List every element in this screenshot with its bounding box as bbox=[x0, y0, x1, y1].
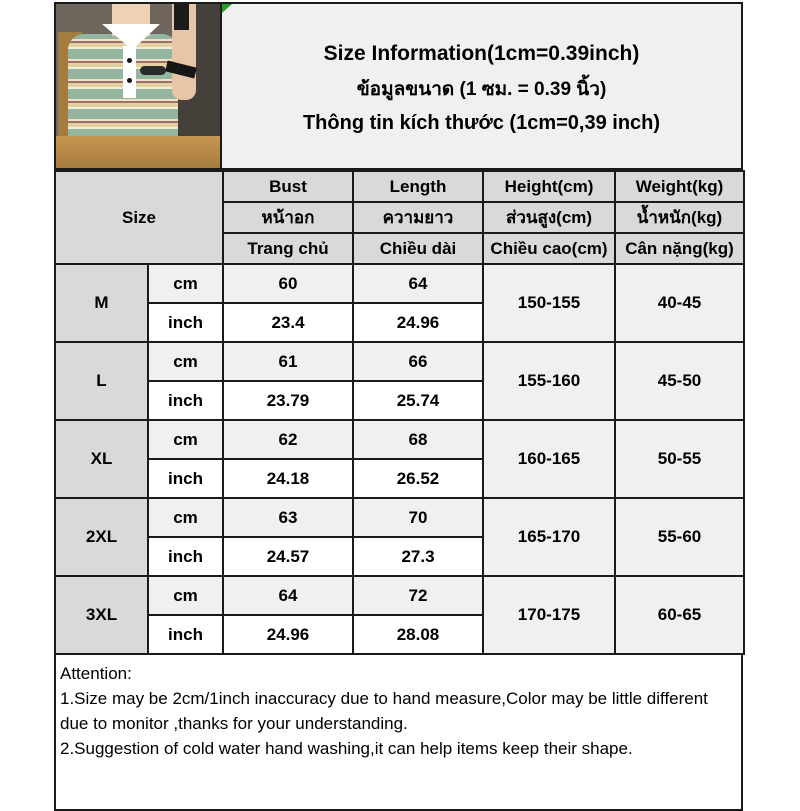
photo-chest-logo bbox=[140, 66, 166, 75]
col-header-bust-vi: Trang chủ bbox=[223, 233, 353, 264]
col-header-weight-th: น้ำหนัก(kg) bbox=[615, 202, 744, 233]
bust-inch-value: 23.4 bbox=[223, 303, 353, 342]
length-cm-value: 64 bbox=[353, 264, 483, 303]
weight-range-value: 55-60 bbox=[615, 498, 744, 576]
height-range-value: 150-155 bbox=[483, 264, 615, 342]
unit-cm-label: cm bbox=[148, 498, 223, 537]
bust-inch-value: 24.96 bbox=[223, 615, 353, 654]
header-row bbox=[54, 2, 743, 170]
bust-cm-value: 64 bbox=[223, 576, 353, 615]
col-header-height-th: ส่วนสูง(cm) bbox=[483, 202, 615, 233]
length-inch-value: 28.08 bbox=[353, 615, 483, 654]
length-inch-value: 24.96 bbox=[353, 303, 483, 342]
length-inch-value: 26.52 bbox=[353, 459, 483, 498]
photo-button bbox=[127, 78, 132, 83]
size-table bbox=[54, 170, 745, 655]
col-header-length-th: ความยาว bbox=[353, 202, 483, 233]
title-vietnamese: Thông tin kích thước (1cm=0,39 inch) bbox=[302, 111, 661, 134]
bust-inch-value: 23.79 bbox=[223, 381, 353, 420]
weight-range-value: 40-45 bbox=[615, 264, 744, 342]
attention-notes bbox=[54, 653, 743, 811]
unit-inch-label: inch bbox=[148, 459, 223, 498]
table-row bbox=[55, 420, 744, 459]
size-2xl-label: 2XL bbox=[55, 498, 148, 576]
length-cm-value: 70 bbox=[353, 498, 483, 537]
table-row bbox=[55, 342, 744, 381]
unit-inch-label: inch bbox=[148, 615, 223, 654]
unit-inch-label: inch bbox=[148, 381, 223, 420]
height-range-value: 155-160 bbox=[483, 342, 615, 420]
photo-phone bbox=[174, 4, 189, 30]
weight-range-value: 50-55 bbox=[615, 420, 744, 498]
height-range-value: 170-175 bbox=[483, 576, 615, 654]
photo-placket bbox=[123, 46, 136, 98]
size-xl-label: XL bbox=[55, 420, 148, 498]
attention-line-2: 2.Suggestion of cold water hand washing,it can help items keep their shape. bbox=[60, 739, 633, 758]
col-header-weight-vi: Cân nặng(kg) bbox=[615, 233, 744, 264]
title-thai: ข้อมูลขนาด (1 ซม. = 0.39 นิ้ว) bbox=[356, 78, 607, 100]
col-header-length-vi: Chiều dài bbox=[353, 233, 483, 264]
height-range-value: 165-170 bbox=[483, 498, 615, 576]
size-l-label: L bbox=[55, 342, 148, 420]
size-3xl-label: 3XL bbox=[55, 576, 148, 654]
weight-range-value: 45-50 bbox=[615, 342, 744, 420]
table-header-row-en bbox=[55, 171, 744, 202]
unit-cm-label: cm bbox=[148, 420, 223, 459]
product-photo bbox=[54, 2, 222, 170]
length-cm-value: 72 bbox=[353, 576, 483, 615]
bust-inch-value: 24.18 bbox=[223, 459, 353, 498]
unit-cm-label: cm bbox=[148, 576, 223, 615]
unit-cm-label: cm bbox=[148, 264, 223, 303]
table-row bbox=[55, 576, 744, 615]
table-row bbox=[55, 498, 744, 537]
photo-wooden-table bbox=[56, 136, 220, 168]
photo-button bbox=[127, 58, 132, 63]
bust-cm-value: 60 bbox=[223, 264, 353, 303]
table-row bbox=[55, 264, 744, 303]
col-header-length-en: Length bbox=[353, 171, 483, 202]
bust-cm-value: 61 bbox=[223, 342, 353, 381]
col-header-weight-en: Weight(kg) bbox=[615, 171, 744, 202]
col-header-height-en: Height(cm) bbox=[483, 171, 615, 202]
bust-cm-value: 63 bbox=[223, 498, 353, 537]
height-range-value: 160-165 bbox=[483, 420, 615, 498]
weight-range-value: 60-65 bbox=[615, 576, 744, 654]
col-header-bust-en: Bust bbox=[223, 171, 353, 202]
length-cm-value: 68 bbox=[353, 420, 483, 459]
length-inch-value: 25.74 bbox=[353, 381, 483, 420]
bust-inch-value: 24.57 bbox=[223, 537, 353, 576]
green-corner-flag-icon bbox=[222, 4, 232, 13]
unit-inch-label: inch bbox=[148, 303, 223, 342]
title-english: Size Information(1cm=0.39inch) bbox=[323, 41, 640, 65]
bust-cm-value: 62 bbox=[223, 420, 353, 459]
length-inch-value: 27.3 bbox=[353, 537, 483, 576]
unit-cm-label: cm bbox=[148, 342, 223, 381]
size-info-title-box bbox=[222, 2, 743, 170]
attention-heading: Attention: bbox=[60, 664, 132, 683]
attention-line-1: 1.Size may be 2cm/1inch inaccuracy due to hand measure,Color may be little different due to monitor ,thanks for your understanding. bbox=[60, 689, 708, 733]
col-header-bust-th: หน้าอก bbox=[223, 202, 353, 233]
unit-inch-label: inch bbox=[148, 537, 223, 576]
size-chart-panel bbox=[54, 2, 743, 811]
size-m-label: M bbox=[55, 264, 148, 342]
length-cm-value: 66 bbox=[353, 342, 483, 381]
col-header-height-vi: Chiều cao(cm) bbox=[483, 233, 615, 264]
size-column-header: Size bbox=[55, 171, 223, 264]
